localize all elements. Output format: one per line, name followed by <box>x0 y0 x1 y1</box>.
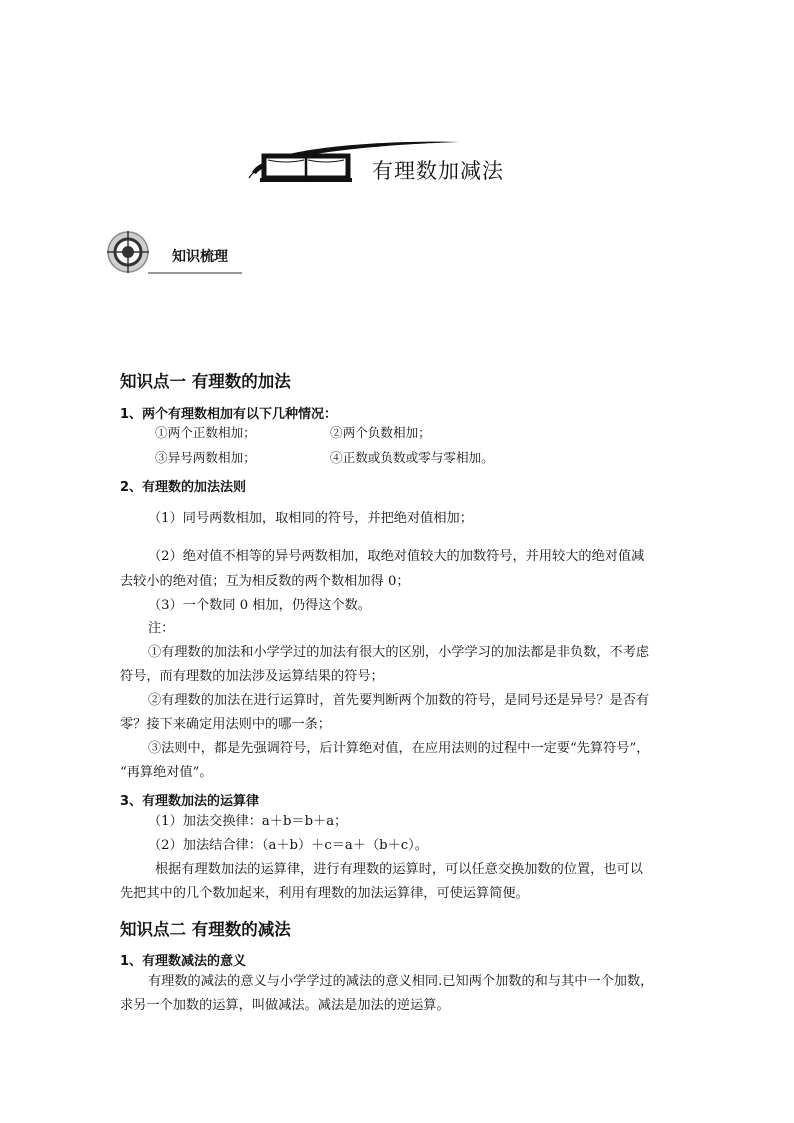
rule-text: （1）同号两数相加，取相同的符号，并把绝对值相加； <box>148 511 473 526</box>
paragraph-text: 求另一个加数的运算，叫做减法。减法是加法的逆运算。 <box>120 998 450 1013</box>
note-text: ②有理数的加法在进行运算时，首先要判断两个加数的符号，是同号还是异号？是否有 <box>148 693 650 708</box>
note-text: 符号，而有理数的加法涉及运算结果的符号； <box>120 669 384 684</box>
law-text: （1）加法交换律：a＋b＝b＋a； <box>148 814 348 829</box>
paragraph-text: 先把其中的几个数加起来，利用有理数的加法运算律，可使运算简便。 <box>120 886 529 901</box>
paragraph-text: 根据有理数加法的运算律，进行有理数的运算时，可以任意交换加数的位置，也可以 <box>155 862 643 877</box>
note-label: 注： <box>148 621 175 636</box>
note-text: ①有理数的加法和小学学过的加法有很大的区别，小学学习的加法都是非负数，不考虑 <box>148 645 650 660</box>
rule-text: 去较小的绝对值；互为相反数的两个数相加得 0； <box>120 574 410 589</box>
section1-sub1-heading: 1、两个有理数相加有以下几种情况： <box>120 407 338 422</box>
note-text: ③法则中，都是先强调符号，后计算绝对值，在应用法则的过程中一定要“先算符号”， <box>148 741 650 756</box>
note-text: 零？接下来确定用法则中的哪一条； <box>120 717 331 732</box>
section1-sub2-heading: 2、有理数的加法法则 <box>120 480 247 495</box>
badge-label: 知识梳理 <box>172 249 228 265</box>
section2-sub1-heading: 1、有理数减法的意义 <box>120 954 247 969</box>
note-text: “再算绝对值”。 <box>120 765 213 780</box>
law-text: （2）加法结合律：（a＋b）＋c＝a＋（b＋c）。 <box>148 838 428 853</box>
section2-heading: 知识点二 有理数的减法 <box>120 920 291 939</box>
case-item: ③异号两数相加； <box>155 450 256 465</box>
rule-text: （3）一个数同 0 相加，仍得这个数。 <box>148 598 371 613</box>
section1-heading: 知识点一 有理数的加法 <box>120 372 291 391</box>
paragraph-text: 有理数的减法的意义与小学学过的减法的意义相同.已知两个加数的和与其中一个加数， <box>148 974 654 989</box>
case-item: ④正数或负数或零与零相加。 <box>330 450 494 465</box>
rule-text: （2）绝对值不相等的异号两数相加，取绝对值较大的加数符号，并用较大的绝对值减 <box>148 549 645 564</box>
page-title: 有理数加减法 <box>372 159 504 183</box>
case-item: ①两个正数相加； <box>155 425 256 440</box>
section1-sub3-heading: 3、有理数加法的运算律 <box>120 794 260 809</box>
case-item: ②两个负数相加； <box>330 425 431 440</box>
